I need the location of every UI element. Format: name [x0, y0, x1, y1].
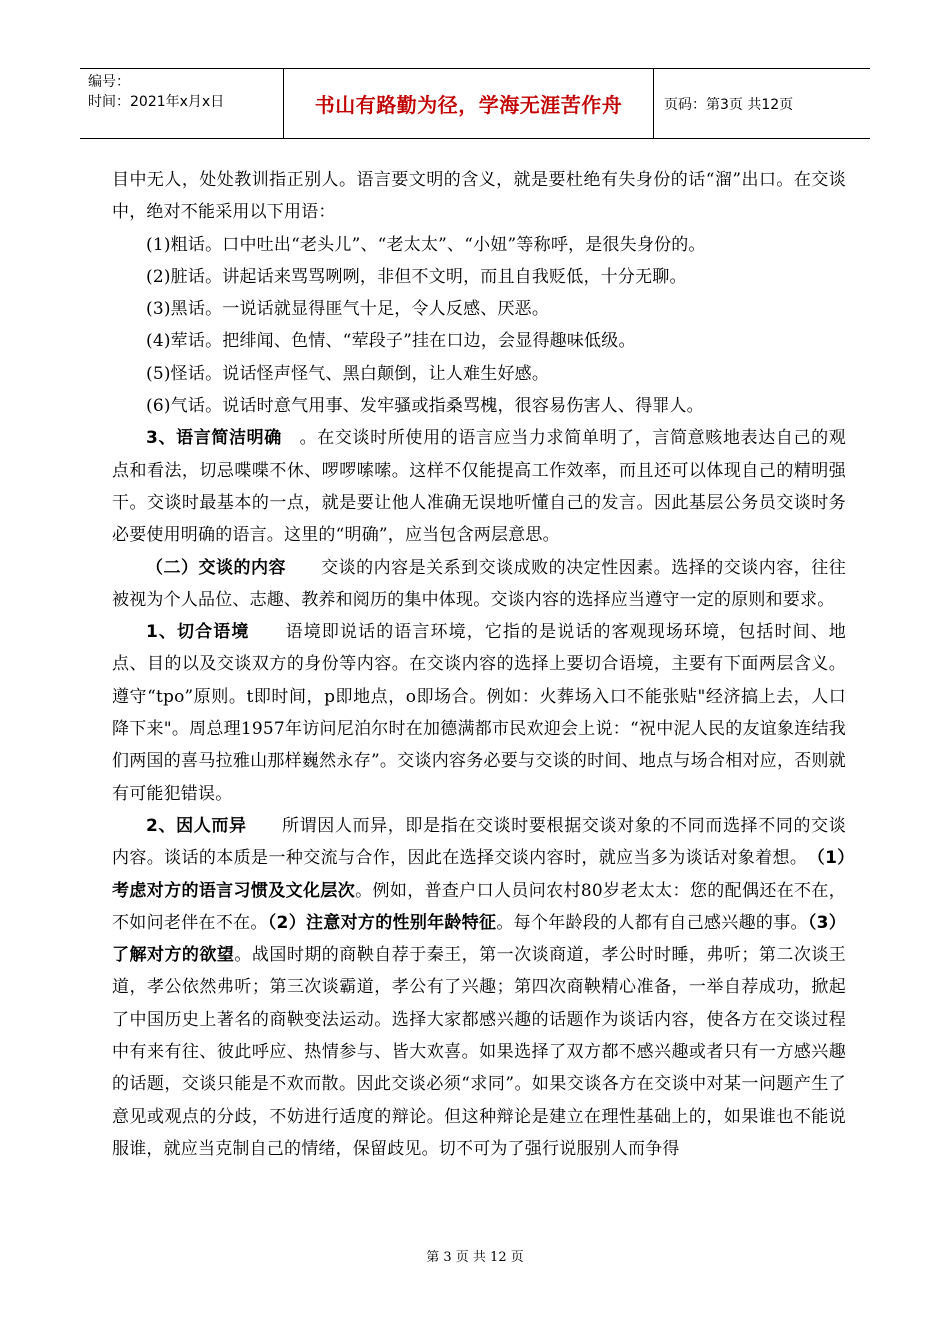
- heading-content-section: （二）交谈的内容: [146, 557, 287, 578]
- paragraph-audience-text-c: 。例如，普查户口人员问农村80岁老太太：您的配偶还在不在，不如问老伴在不在。: [112, 880, 846, 933]
- paragraph-content-section: [112, 552, 846, 617]
- header-motto-cell: [284, 69, 654, 138]
- list-item: (1)粗话。口中吐出“老头儿”、“老太太”、“小妞”等称呼，是很失身份的。: [146, 234, 706, 255]
- page-footer: 第 3 页 共 12 页: [426, 1250, 524, 1265]
- paragraph-intro: 目中无人，处处教训指正别人。语言要文明的含义，就是要杜绝有失身份的话“溜”出口。在交谈中，绝对不能采用以下用语：: [112, 170, 846, 223]
- paragraph-context-text: 语境即说话的语言环境，它指的是说话的客观现场环境，包括时间、地点、目的以及交谈双方的身份等内容。在交谈内容的选择上要切合语境，主要有下面两层含义。遵守“tpo”原则。t即时间，p即地点，o即场合。例如：火葬场入口不能张贴"经济搞上去，人口降下来"。周总理1957年访问尼泊尔时在加德满都市民欢迎会上说：“祝中泥人民的友谊象连结我们两国的喜马拉雅山那样巍然永存”。交谈内容务必要与交谈的时间、地点与场合相对应，否则就有可能犯错误。: [112, 622, 847, 804]
- paragraph-context: [112, 616, 846, 810]
- paragraph-audience-text-e: 。战国时期的商鞅自荐于秦王，第一次谈商道，孝公时时睡，弗听；第二次谈王道，孝公依然弗听；第三次谈霸道，孝公有了兴趣；第四次商鞅精心准备，一举自荐成功，掀起了中国历史上著名的商鞅变法运动。选择大家都感兴趣的话题作为谈话内容，使各方在交谈过程中有来有往、彼此呼应、热情参与、皆大欢喜。如果选择了双方都不感兴趣或者只有一方感兴趣的话题，交谈只能是不欢而散。因此交谈必须“求同”。如果交谈各方在交谈中对某一问题产生了意见或观点的分歧，不妨进行适度的辩论。但这种辩论是建立在理性基础上的，如果谁也不能说服谁，就应当克制自己的情绪，保留歧见。切不可为了强行说服别人而争得: [112, 945, 847, 1159]
- heading-context: 1、切合语境: [146, 622, 250, 643]
- heading-concise: 3、语言简洁明确: [146, 428, 282, 449]
- paragraph-audience: [112, 810, 846, 1165]
- point-language-habits: （1）考虑对方的语言习惯及文化层次: [112, 848, 846, 901]
- list-item: (3)黑话。一说话就显得匪气十足，令人反感、厌恶。: [146, 299, 550, 320]
- page-header: [80, 68, 870, 139]
- header-meta: [80, 69, 284, 138]
- document-body: [112, 164, 846, 1165]
- heading-audience: 2、因人而异: [146, 815, 247, 836]
- list-item: (2)脏话。讲起话来骂骂咧咧，非但不文明，而且自我贬低，十分无聊。: [146, 266, 687, 287]
- paragraph-audience-text-a: 所谓因人而异，即是指在交谈时要根据交谈对象的不同而选择不同的交谈内容。谈话的本质是一种交流与合作，因此在选择交谈内容时，就应当多为谈话对象着想。: [112, 815, 846, 869]
- list-item: (4)荤话。把绯闻、色情、“荤段子”挂在口边，会显得趣味低级。: [146, 331, 636, 352]
- point-gender-age: （2）注意对方的性别年龄特征: [267, 912, 497, 933]
- list-item: (5)怪话。说话怪声怪气、黑白颠倒，让人难生好感。: [146, 363, 550, 384]
- header-date: 时间：2021年x月x日: [88, 94, 225, 110]
- paragraph-concise: [112, 422, 846, 551]
- header-page-info: 页码：第3页 共12页: [664, 96, 794, 113]
- paragraph-audience-text-d: 。每个年龄段的人都有自己感兴趣的事。: [496, 912, 808, 933]
- list-item: (6)气话。说话时意气用事、发牢骚或指桑骂槐，很容易伤害人、得罪人。: [146, 396, 704, 417]
- paragraph-content-text: 交谈的内容是关系到交谈成败的决定性因素。选择的交谈内容，往往被视为个人品位、志趣、教养和阅历的集中体现。交谈内容的选择应当遵守一定的原则和要求。: [112, 557, 846, 610]
- point-desires: （3）了解对方的欲望: [112, 912, 846, 966]
- header-motto: 书山有路勤为径，学海无涯苦作舟: [314, 93, 623, 117]
- paragraph-concise-text: 。在交谈时所使用的语言应当力求简单明了，言简意赅地表达自己的观点和看法，切忌喋喋不休、啰啰嗦嗦。这样不仅能提高工作效率，而且还可以体现自己的精明强干。交谈时最基本的一点，就是要让他人准确无误地听懂自己的发言。因此基层公务员交谈时务必要使用明确的语言。这里的“明确”，应当包含两层意思。: [112, 428, 846, 546]
- header-number: 编号：: [88, 74, 130, 90]
